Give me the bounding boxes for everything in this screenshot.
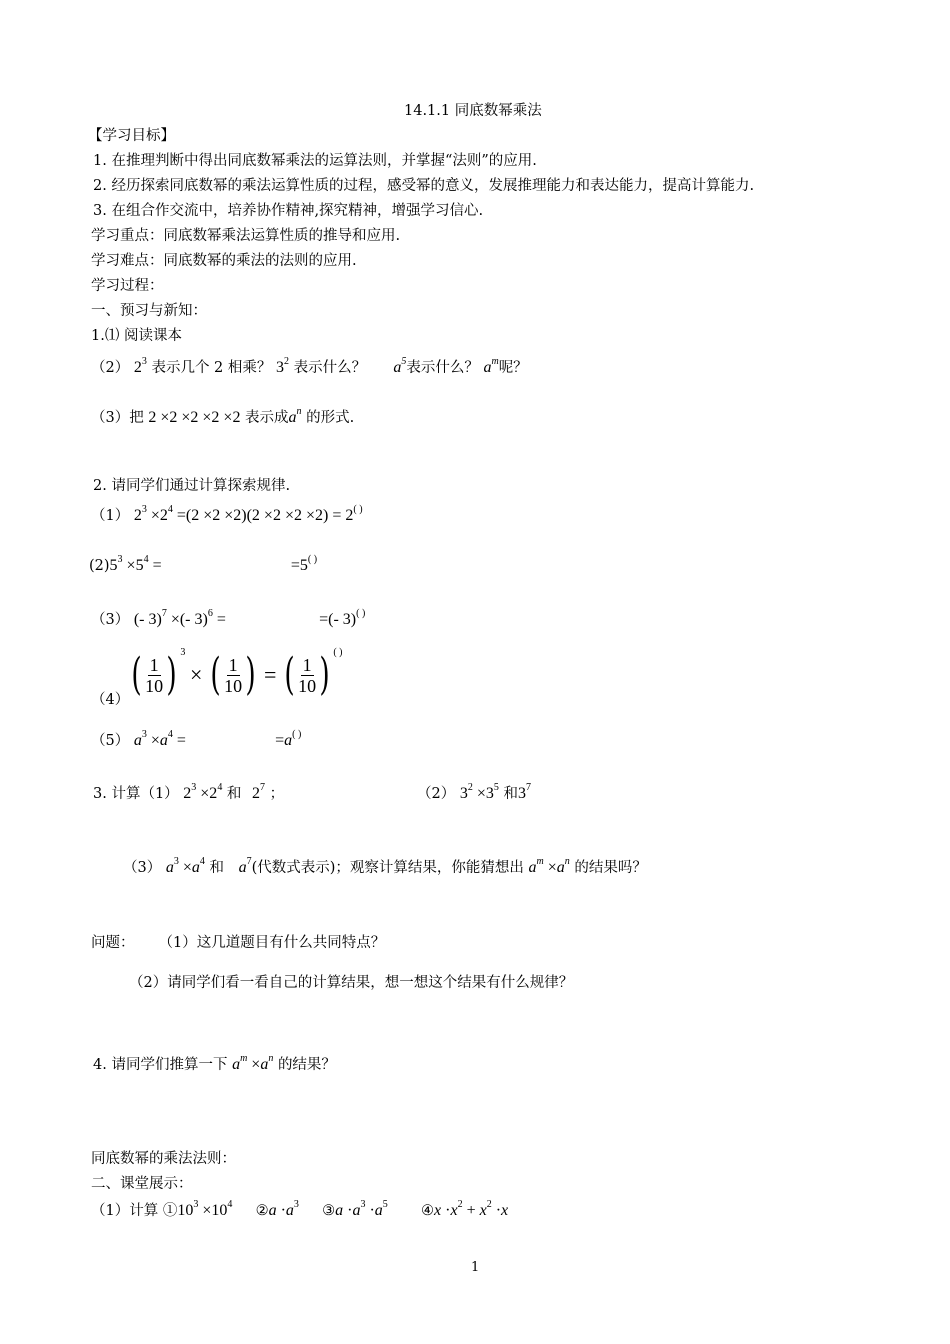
- difficulty: 学习难点：同底数幂的乘法的法则的应用.: [91, 253, 357, 269]
- objectives-heading: 【学习目标】: [88, 128, 175, 144]
- question-1-3: （3）把 2 ×2 ×2 ×2 ×2 表示成$a^n$ 的形式.: [91, 406, 355, 426]
- rule-heading: 同底数幂的乘法法则：: [91, 1151, 236, 1167]
- question-2-item-5: （5） $a^3 \times a^4 = =a^{( )}$: [91, 729, 302, 749]
- question-1-1: 1.⑴ 阅读课本: [91, 328, 182, 344]
- question-2-item-2: $(2)5^3 \times 5^4 = =5^{( )}$: [89, 554, 318, 574]
- math-3-squared: $3^2$: [276, 356, 290, 376]
- key-point: 学习重点：同底数幂乘法运算性质的推导和应用.: [91, 228, 401, 244]
- question-1-2: （2） $2^3$ 表示几个 2 相乘？ $3^2$ 表示什么？ $a^5$表示什么？ $a^m$呢？: [91, 356, 528, 376]
- objective-2: 2. 经历探索同底数幂的乘法运算性质的过程，感受幂的意义，发展推理能力和表达能力，提高计算能力.: [93, 178, 755, 194]
- page-title: 14.1.1 同底数幂乘法: [404, 103, 542, 119]
- section-1-heading: 一、预习与新知：: [91, 303, 207, 319]
- math-a-n: $a^n$: [288, 406, 302, 426]
- math-2-cubed: $2^3$: [133, 356, 147, 376]
- question-2-item-4-label: （4）: [91, 692, 130, 708]
- process-label: 学习过程：: [91, 278, 164, 294]
- math-a-m: $a^m$: [483, 356, 499, 376]
- questions-line-2: （2）请同学们看一看自己的计算结果，想一想这个结果有什么规律？: [129, 975, 574, 991]
- page-number: 1: [471, 1260, 480, 1275]
- questions-line-1: 问题： （1）这几道题目有什么共同特点？: [91, 935, 386, 951]
- question-4: 4. 请同学们推算一下 $a^m \times a^n$ 的结果？: [93, 1053, 336, 1073]
- math-product-of-twos: 2 ×2 ×2 ×2 ×2: [148, 409, 241, 426]
- section-2-heading: 二、课堂展示：: [91, 1176, 193, 1192]
- question-2-item-3: （3） (- 3)$^7$ ×(- 3)$^6$ = =(- 3)( ): [91, 608, 366, 628]
- question-3-part-2: （2） $3^2 \times 3^5$ 和$3^7$: [417, 782, 531, 802]
- question-3-line-1: 3. 计算（1） $2^3 \times 2^4$ 和 $2^7$ ；: [93, 782, 285, 802]
- math-a-fifth: $a^5$: [393, 356, 407, 376]
- question-2: 2. 请同学们通过计算探索规律.: [93, 478, 291, 494]
- question-3-part-3: （3） $a^3 \times a^4$ 和 $a^7$(代数式表示)；观察计算结果，你能猜想出 $a^m \times a^n$ 的结果吗？: [123, 856, 647, 876]
- practice-line: （1）计算 $①10^3 \times 10^4$ ②a $\cdot a^3$ ③a $\cdot a^3 \cdot a^5$ ④x $\cdot x^2 + x^2 \cdot x$: [91, 1199, 509, 1219]
- question-2-item-1: （1） $2^3 \times 2^4 =(2 \times 2 \times 2)(2 \times 2 \times 2 \times 2) = 2^{( )}$: [91, 504, 363, 524]
- objective-1: 1. 在推理判断中得出同底数幂乘法的运算法则，并掌握“法则”的应用.: [93, 153, 537, 169]
- objective-3: 3. 在组合作交流中，培养协作精神,探究精神，增强学习信心.: [93, 203, 484, 219]
- question-2-item-4-math: ( $\frac{1}{10}$ ) $^3$ × ( $\frac{1}{10}$ ) = ( $\frac{1}{10}$ ) ( ): [131, 647, 343, 700]
